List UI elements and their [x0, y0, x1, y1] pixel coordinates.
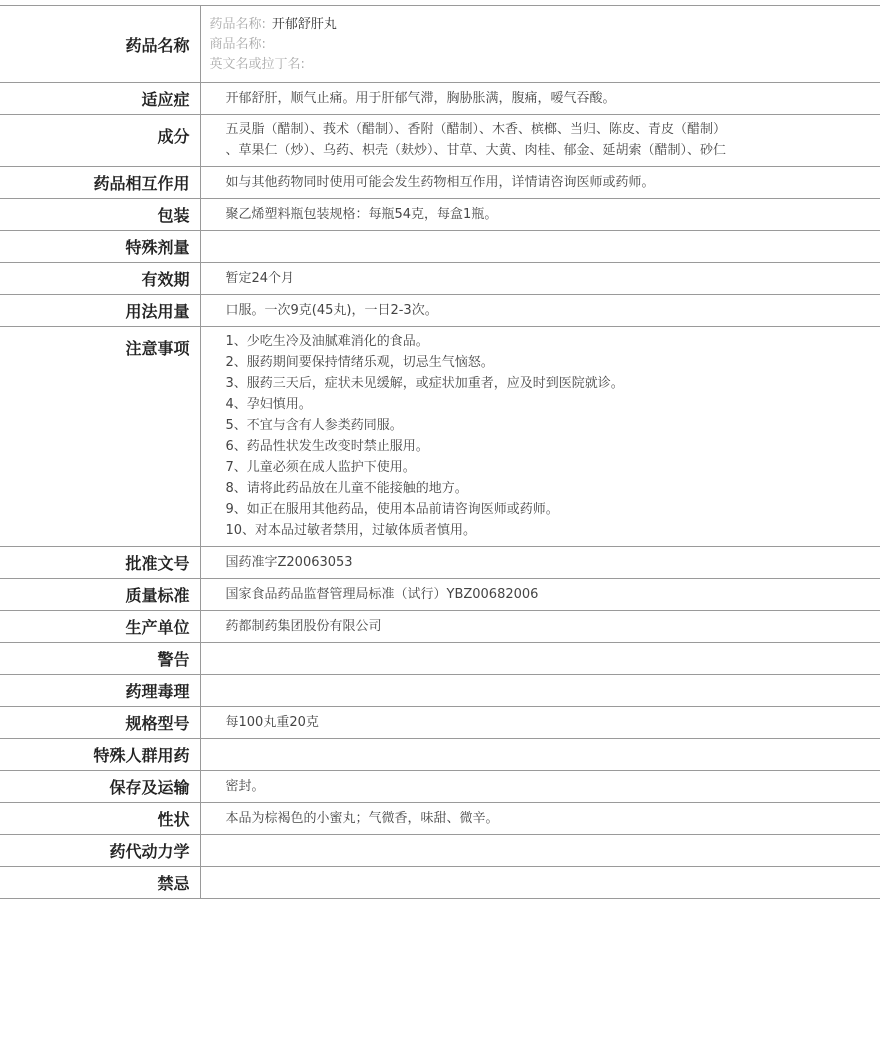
row-value: 每100丸重20克: [200, 707, 880, 739]
row-label: 性状: [0, 803, 200, 835]
ingredients-line: 、草果仁（炒）、乌药、枳壳（麸炒）、甘草、大黄、肉桂、郁金、延胡索（醋制）、砂仁: [225, 143, 727, 158]
row-special-population: [0, 739, 880, 771]
row-label: 警告: [0, 643, 200, 675]
row-label: 特殊人群用药: [0, 739, 200, 771]
row-value: 药都制药集团股份有限公司: [200, 611, 880, 643]
row-pharmacology: [0, 675, 880, 707]
precaution-item: 3、服药三天后，症状未见缓解，或症状加重者，应及时到医院就诊。: [225, 376, 624, 391]
row-standard: [0, 579, 880, 611]
row-value: [200, 6, 880, 83]
row-label: 药品相互作用: [0, 167, 200, 199]
row-value: 国药准字Z20063053: [200, 547, 880, 579]
row-label: 适应症: [0, 83, 200, 115]
row-package: [0, 199, 880, 231]
row-value: 国家食品药品监督管理局标准（试行）YBZ00682006: [200, 579, 880, 611]
row-manufacturer: [0, 611, 880, 643]
latin-name-line: [210, 55, 873, 75]
row-interaction: [0, 167, 880, 199]
row-label: 特殊剂量: [0, 231, 200, 263]
row-label: 成分: [0, 115, 200, 167]
row-value: [200, 835, 880, 867]
row-value: 密封。: [200, 771, 880, 803]
precaution-item: 1、少吃生冷及油腻难消化的食品。: [225, 334, 429, 349]
row-shelf-life: [0, 263, 880, 295]
precaution-item: 8、请将此药品放在儿童不能接触的地方。: [225, 481, 468, 496]
precaution-item: 2、服药期间要保持情绪乐观，切忌生气恼怒。: [225, 355, 494, 370]
row-value: [200, 867, 880, 899]
row-label: 禁忌: [0, 867, 200, 899]
precaution-item: 9、如正在服用其他药品，使用本品前请咨询医师或药师。: [225, 502, 559, 517]
row-usage: [0, 295, 880, 327]
precaution-item: 7、儿童必须在成人监护下使用。: [225, 460, 416, 475]
row-warning: [0, 643, 880, 675]
drug-name-value: 开郁舒肝丸: [271, 17, 337, 32]
row-label: 有效期: [0, 263, 200, 295]
row-storage: [0, 771, 880, 803]
row-value: 暂定24个月: [200, 263, 880, 295]
row-indication: [0, 83, 880, 115]
row-value: [200, 643, 880, 675]
precaution-item: 10、对本品过敏者禁用，过敏体质者慎用。: [225, 523, 477, 538]
row-label: 药理毒理: [0, 675, 200, 707]
row-value: [200, 115, 880, 167]
row-label: 包装: [0, 199, 200, 231]
row-drug-name: [0, 6, 880, 83]
row-ingredients: [0, 115, 880, 167]
row-value: 本品为棕褐色的小蜜丸；气微香，味甜、微辛。: [200, 803, 880, 835]
row-precautions: [0, 327, 880, 547]
row-value: 聚乙烯塑料瓶包装规格：每瓶54克，每盒1瓶。: [200, 199, 880, 231]
row-value: [200, 231, 880, 263]
row-value: 口服。一次9克(45丸)，一日2-3次。: [200, 295, 880, 327]
row-label: 批准文号: [0, 547, 200, 579]
precaution-item: 4、孕妇慎用。: [225, 397, 312, 412]
drug-name-key: 药品名称:: [209, 17, 266, 32]
row-label: 药品名称: [0, 6, 200, 83]
row-label: 规格型号: [0, 707, 200, 739]
precaution-item: 6、药品性状发生改变时禁止服用。: [225, 439, 429, 454]
row-label: 生产单位: [0, 611, 200, 643]
trade-name-key: 商品名称:: [209, 37, 266, 52]
drug-name-line: [210, 15, 873, 35]
row-label: 药代动力学: [0, 835, 200, 867]
row-pharmacokinetics: [0, 835, 880, 867]
precaution-item: 5、不宜与含有人参类药同服。: [225, 418, 403, 433]
drug-spec-table: [0, 5, 880, 899]
row-contraindication: [0, 867, 880, 899]
row-value: 如与其他药物同时使用可能会发生药物相互作用，详情请咨询医师或药师。: [200, 167, 880, 199]
row-value: [200, 675, 880, 707]
row-special-dosage: [0, 231, 880, 263]
row-value: 开郁舒肝，顺气止痛。用于肝郁气滞，胸胁胀满，腹痛，嗳气吞酸。: [200, 83, 880, 115]
ingredients-line: 五灵脂（醋制）、莪术（醋制）、香附（醋制）、木香、槟榔、当归、陈皮、青皮（醋制）: [225, 122, 727, 137]
row-value: [200, 739, 880, 771]
row-label: 保存及运输: [0, 771, 200, 803]
trade-name-line: [210, 35, 873, 55]
row-value: [200, 327, 880, 547]
row-label: 质量标准: [0, 579, 200, 611]
row-appearance: [0, 803, 880, 835]
latin-name-key: 英文名或拉丁名:: [209, 57, 305, 72]
row-spec: [0, 707, 880, 739]
row-label: 注意事项: [0, 327, 200, 547]
row-label: 用法用量: [0, 295, 200, 327]
row-approval: [0, 547, 880, 579]
